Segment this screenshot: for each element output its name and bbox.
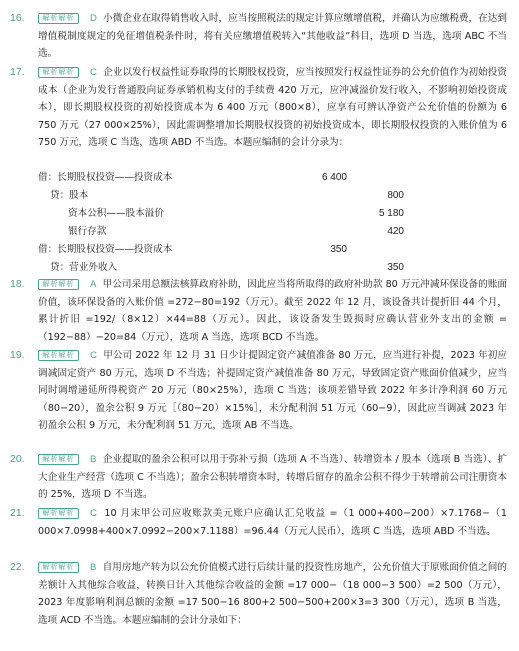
explanation-text: 自用房地产转为以公允价值模式进行后续计量的投资性房地产，公允价值大于原账面价值之间的差额计入其他综合收益，转换日计入其他综合收益的金额 =17 000−（18 000−3 500）=2 500（万元），2023 年度影响利润总额的金额 =17 500−16 800+2 500−500+200×3=3 300（万元），选项 B 当选，选项 ACD 不当选。本题应编制的会计分录如下： [38,562,507,626]
question-20 [0,451,519,504]
question-number: 16. [10,12,25,24]
journal-credit: 800 [387,190,404,201]
question-number: 21. [10,507,25,519]
question-explanation [38,559,507,629]
explanation-text: 企业以发行权益性证券取得的长期股权投资，应当按照发行权益性证券的公允价值作为初始投资成本（企业为发行普通股向证券承销机构支付的手续费 420 万元，应冲减溢价发行收入，不影响初始投资成本），即长期股权投资的初始投资成本为 6 400 万元（800×8），应享有可辨认净资产公允价值的份额为 6 750 万元（27 000×25%），因此需调整增加长期股权投资的初始投资成本，即长期股权投资的入账价值为 6 750 万元，选项 C 当选，选项 ABD 不当选。本题应编制的会计分录为： [38,67,507,149]
journal-account: 资本公积——股本溢价 [68,208,164,219]
journal-account: 贷：营业外收入 [50,262,118,273]
question-17 [0,64,519,152]
journal-account: 借：长期股权投资——投资成本 [38,244,173,255]
journal-credit: 420 [387,226,404,237]
journal-credit: 5 180 [378,208,404,219]
question-explanation [38,276,507,346]
answer-letter: C [90,67,97,78]
question-number: 22. [10,561,25,573]
question-16 [0,10,519,63]
explanation-text: 甲公司 2022 年 12 月 31 日少计提固定资产减值准备 80 万元，应当进行补提，2023 年初应调减固定资产 80 万元，选项 D 不当选；补提固定资产减值准备 80 万元，导致固定资产账面价值减少，应当同时调增递延所得税资产 20 万元（80×25%），选项 C 当选；该项差错导致 2022 年多计净利润 60 万元（80−20），盈余公积 9 万元［（80−20）×15%］，未分配利润 51 万元（60−9），因此应当调减 2023 年初盈余公积 9 万元，未分配利润 51 万元，选项 AB 不当选。 [38,350,507,432]
explanation-text: 10 月末甲公司应收账款美元账户应确认汇兑收益 =（1 000+400−200）×7.1768−（1 000×7.0998+400×7.0992−200×7.1188）=96.44（万元人民币），选项 C 当选，选项 ABD 不当选。 [38,508,507,537]
question-explanation [38,505,507,540]
question-18 [0,276,519,346]
journal-entry [0,259,519,277]
explanation-text: 小微企业在取得销售收入时，应当按照税法的规定计算应缴增值税，并确认为应缴税费，在达到增值税制度规定的免征增值税条件时，将有关应缴增值税转入“其他收益”科目，选项 D 当选，选项 ABC 不当选。 [38,13,507,60]
answer-letter: D [90,13,97,24]
journal-debit: 350 [330,244,347,255]
question-number: 17. [10,66,25,78]
journal-account: 银行存款 [68,226,107,237]
explanation-text: 企业提取的盈余公积可以用于弥补亏损（选项 A 不当选）、转增资本 / 股本（选项 B 当选）、扩大企业生产经营（选项 C 不当选）；盈余公积转增资本时，转增后留存的盈余公积不得少于转增前公司注册资本的 25%，选项 D 不当选。 [38,454,507,501]
analysis-badge: 解析解析 [38,350,79,361]
question-explanation [38,64,507,152]
journal-entry [0,241,519,259]
journal-entry [0,223,519,241]
question-19 [0,347,519,435]
analysis-badge: 解析解析 [38,13,79,24]
analysis-badge: 解析解析 [38,508,79,519]
question-number: 18. [10,278,25,290]
analysis-badge: 解析解析 [38,67,79,78]
journal-account: 借：长期股权投资——投资成本 [38,172,173,183]
journal-entry [0,169,519,187]
journal-entry [0,205,519,223]
answer-letter: B [90,562,97,573]
question-explanation [38,451,507,504]
analysis-badge: 解析解析 [38,279,79,290]
question-number: 19. [10,349,25,361]
answer-letter: A [90,279,97,290]
analysis-badge: 解析解析 [38,562,79,573]
question-22 [0,559,519,629]
journal-account: 贷：股本 [50,190,89,201]
journal-debit: 6 400 [321,172,347,183]
answer-letter: C [90,350,97,361]
answer-letter: C [90,508,97,519]
question-21 [0,505,519,540]
answer-letter: B [90,454,97,465]
explanation-text: 甲公司采用总额法核算政府补助，因此应当将所取得的政府补助款 80 万元冲减环保设备的账面价值，该环保设备的入账价值 =272−80=192（万元）。截至 2022 年 12 月，该设备共计提折旧 44 个月，累计折旧 =192/（8×12）×44=88（万元）。因此，该设备发生毁损时应确认营业外支出的金额 =（192−88）−20=84（万元），选项 A 当选，选项 BCD 不当选。 [38,279,507,343]
journal-entry [0,187,519,205]
journal-credit: 350 [387,262,404,273]
question-explanation [38,10,507,63]
question-number: 20. [10,453,25,465]
question-explanation [38,347,507,435]
analysis-badge: 解析解析 [38,454,79,465]
